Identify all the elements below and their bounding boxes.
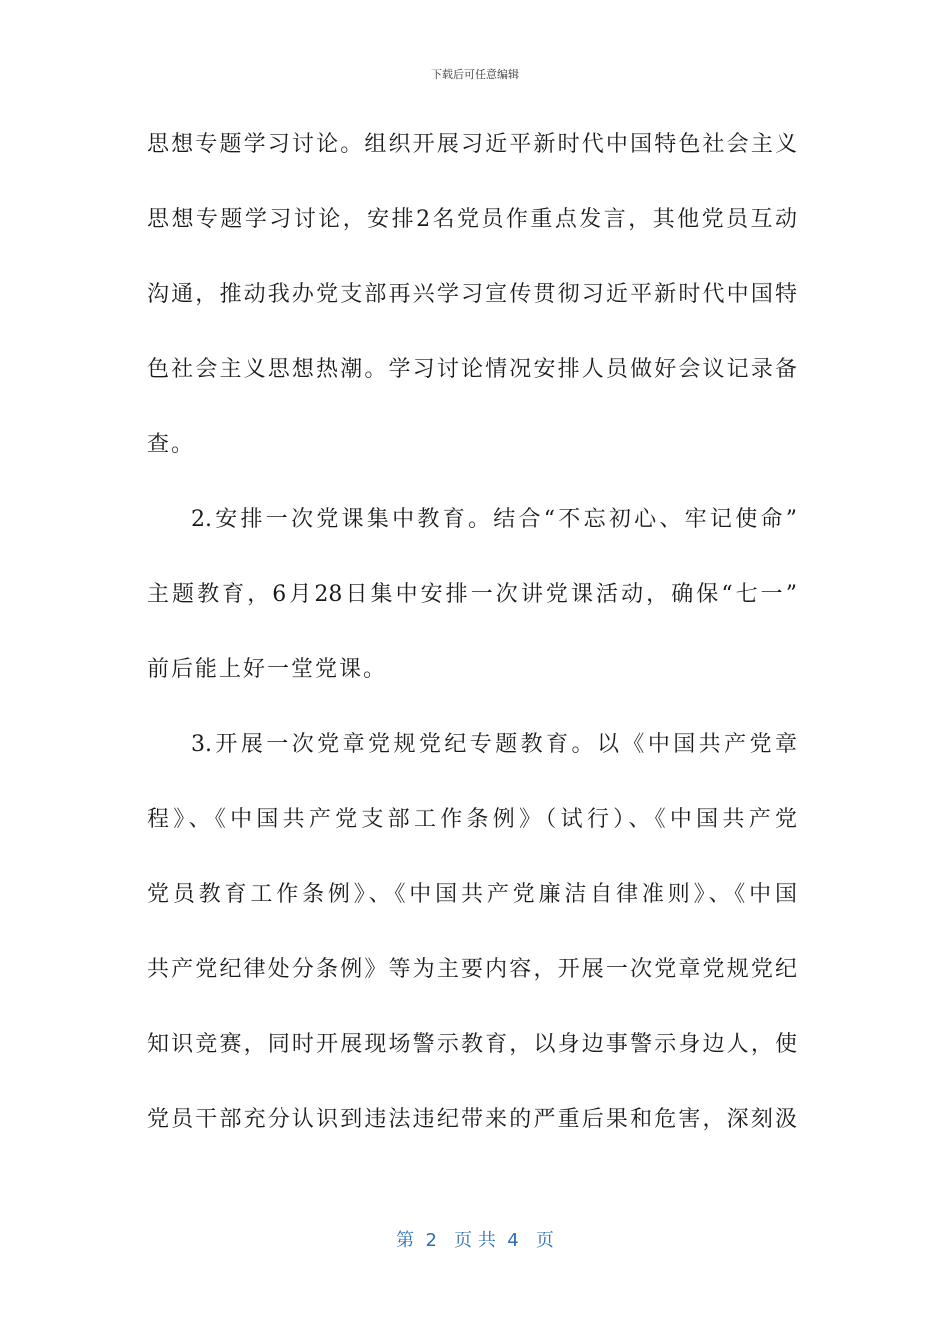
text-line: 程》、《中国共产党支部工作条例》（试行）、《中国共产党 bbox=[147, 807, 797, 832]
text-line: 知识竞赛，同时开展现场警示教育，以身边事警示身边人，使 bbox=[147, 1032, 797, 1057]
header-note: 下载后可任意编辑 bbox=[431, 68, 519, 81]
page-number-footer: 第 2 页 共 4 页 bbox=[396, 1230, 554, 1251]
text-line: 党员教育工作条例》、《中国共产党廉洁自律准则》、《中国 bbox=[147, 882, 797, 907]
text-line: 主题教育，6月28日集中安排一次讲党课活动，确保“七一” bbox=[147, 582, 797, 607]
paragraph-first-line: 2.安排一次党课集中教育。结合“不忘初心、牢记使命” bbox=[191, 507, 797, 532]
text-line: 沟通，推动我办党支部再兴学习宣传贯彻习近平新时代中国特 bbox=[147, 282, 797, 307]
document-body bbox=[147, 120, 797, 1170]
text-line: 查。 bbox=[147, 432, 196, 457]
text-line: 党员干部充分认识到违法违纪带来的严重后果和危害，深刻汲 bbox=[147, 1107, 797, 1132]
text-line: 色社会主义思想热潮。学习讨论情况安排人员做好会议记录备 bbox=[147, 357, 797, 382]
paragraph-first-line: 3.开展一次党章党规党纪专题教育。以《中国共产党章 bbox=[191, 732, 797, 757]
text-line: 共产党纪律处分条例》等为主要内容，开展一次党章党规党纪 bbox=[147, 957, 797, 982]
text-line: 思想专题学习讨论。组织开展习近平新时代中国特色社会主义 bbox=[147, 132, 797, 157]
text-line: 思想专题学习讨论，安排2名党员作重点发言，其他党员互动 bbox=[147, 207, 797, 232]
text-line: 前后能上好一堂党课。 bbox=[147, 657, 388, 682]
